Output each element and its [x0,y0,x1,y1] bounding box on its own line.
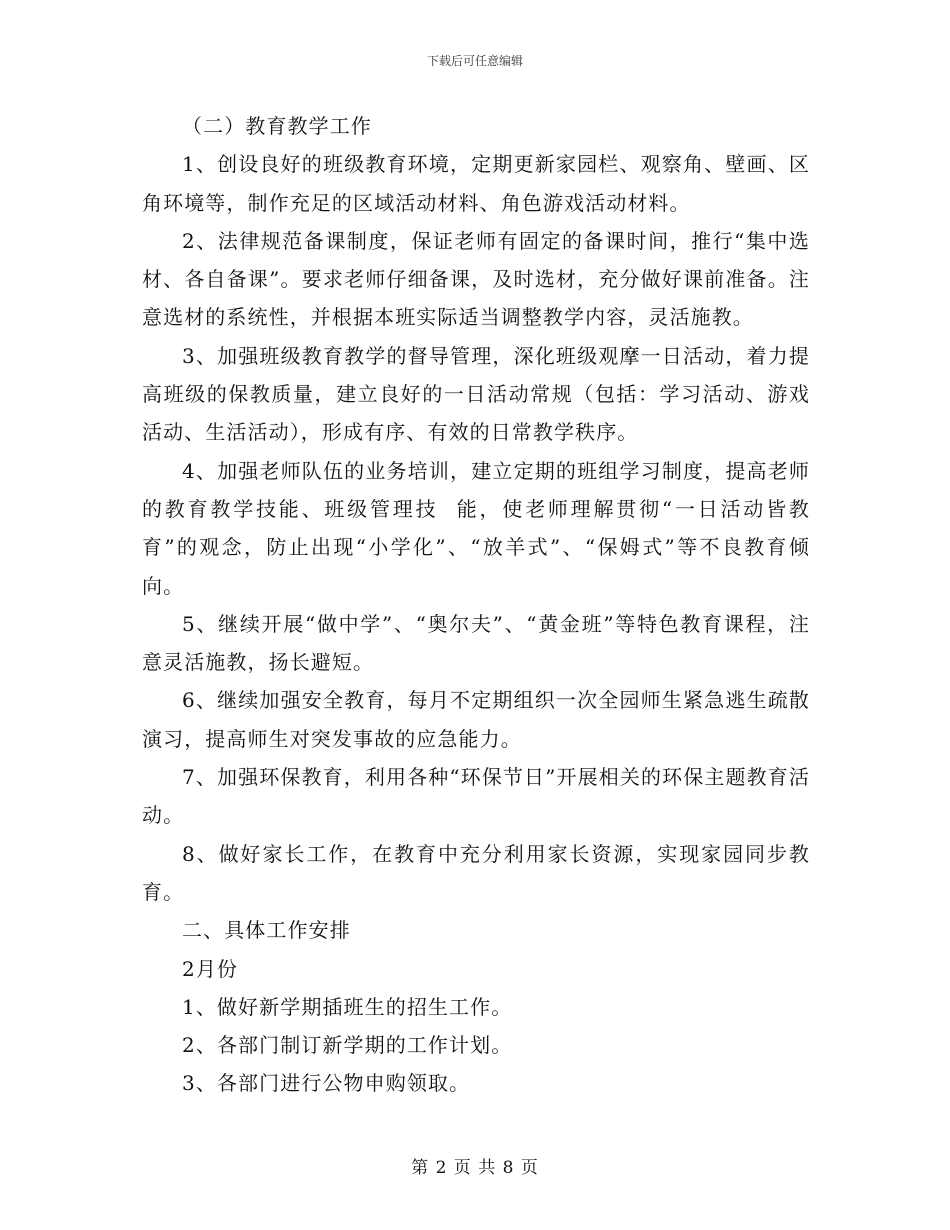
paragraph-item-7: 7、加强环保教育，利用各种“环保节日”开展相关的环保主题教育活动。 [142,765,810,828]
paragraph-item-5: 5、继续开展“做中学”、“奥尔夫”、“黄金班”等特色教育课程，注意灵活施教，扬长避短。 [142,611,810,675]
schedule-item-3: 3、各部门进行公物申购领取。 [182,1071,471,1096]
document-body [142,107,810,1103]
paragraph-item-6: 6、继续加强安全教育，每月不定期组织一次全园师生紧急逃生疏散演习，提高师生对突发事故的应急能力。 [142,688,810,751]
section-heading-schedule: 二、具体工作安排 [182,918,351,943]
schedule-item-1: 1、做好新学期插班生的招生工作。 [182,994,513,1019]
page-header-note: 下载后可任意编辑 [426,54,523,68]
paragraph-item-2: 2、法律规范备课制度，保证老师有固定的备课时间，推行“集中选材、各自备课”。要求老师仔细备课，及时选材，充分做好课前准备。注意选材的系统性，并根据本班实际适当调整教学内容，灵活施教。 [142,228,810,330]
paragraph-item-1: 1、创设良好的班级教育环境，定期更新家园栏、观察角、壁画、区角环境等，制作充足的区域活动材料、角色游戏活动材料。 [142,152,810,215]
paragraph-item-3: 3、加强班级教育教学的督导管理，深化班级观摩一日活动，着力提高班级的保教质量，建立良好的一日活动常规（包括：学习活动、游戏活动、生活活动），形成有序、有效的日常教学秩序。 [142,343,810,445]
month-heading-february: 2月份 [182,956,239,981]
section-heading-teaching: （二）教育教学工作 [182,114,372,138]
page-number-footer: 第 2 页 共 8 页 [411,1158,539,1178]
paragraph-item-4: 4、加强老师队伍的业务培训，建立定期的班组学习制度，提高老师的教育教学技能、班级管理技 能，使老师理解贯彻“一日活动皆教育”的观念，防止出现“小学化”、“放羊式”、“保姆式”等不良教育倾向。 [142,458,810,598]
paragraph-item-8: 8、做好家长工作，在教育中充分利用家长资源，实现家园同步教育。 [142,841,810,904]
schedule-item-2: 2、各部门制订新学期的工作计划。 [182,1033,513,1058]
